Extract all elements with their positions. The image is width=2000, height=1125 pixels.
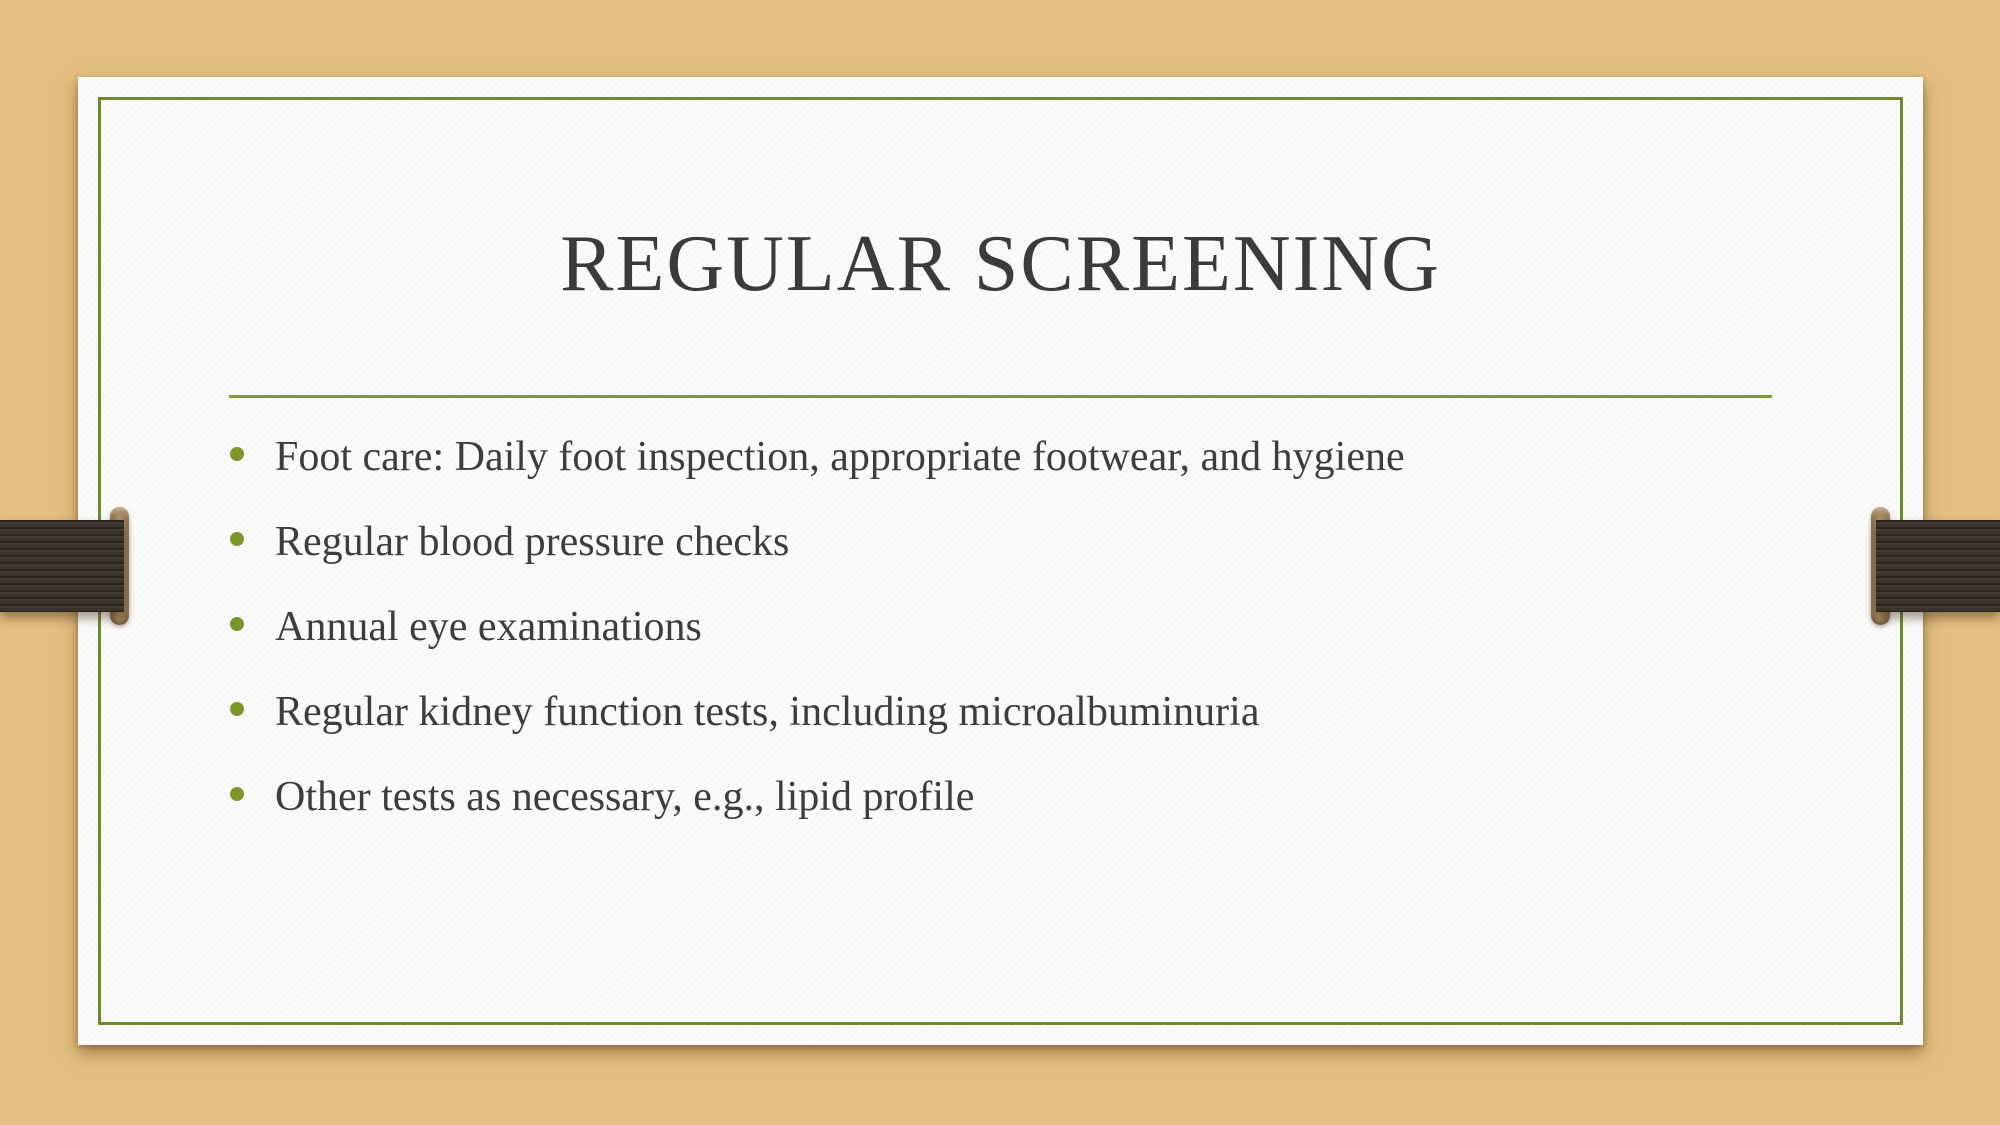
list-item	[230, 414, 1830, 499]
list-item	[230, 754, 1830, 839]
bullet-text: Regular kidney function tests, including microalbuminuria	[275, 688, 1260, 735]
list-item	[230, 669, 1830, 754]
bullet-icon	[230, 447, 244, 461]
bullet-text: Regular blood pressure checks	[275, 518, 790, 565]
list-item	[230, 584, 1830, 669]
slide-title: REGULAR SCREENING	[560, 220, 1441, 308]
bullet-list	[230, 414, 1830, 839]
bullet-text: Foot care: Daily foot inspection, appropriate footwear, and hygiene	[275, 433, 1405, 480]
bullet-text: Annual eye examinations	[275, 603, 702, 650]
bullet-text: Other tests as necessary, e.g., lipid profile	[275, 773, 975, 820]
slide-card	[78, 77, 1923, 1045]
list-item	[230, 499, 1830, 584]
dark-ribbon-left	[0, 520, 124, 612]
bullet-icon	[230, 617, 244, 631]
bullet-icon	[230, 787, 244, 801]
dark-ribbon-right	[1876, 520, 2000, 612]
title-divider-line	[229, 395, 1772, 398]
bullet-icon	[230, 532, 244, 546]
bullet-icon	[230, 702, 244, 716]
